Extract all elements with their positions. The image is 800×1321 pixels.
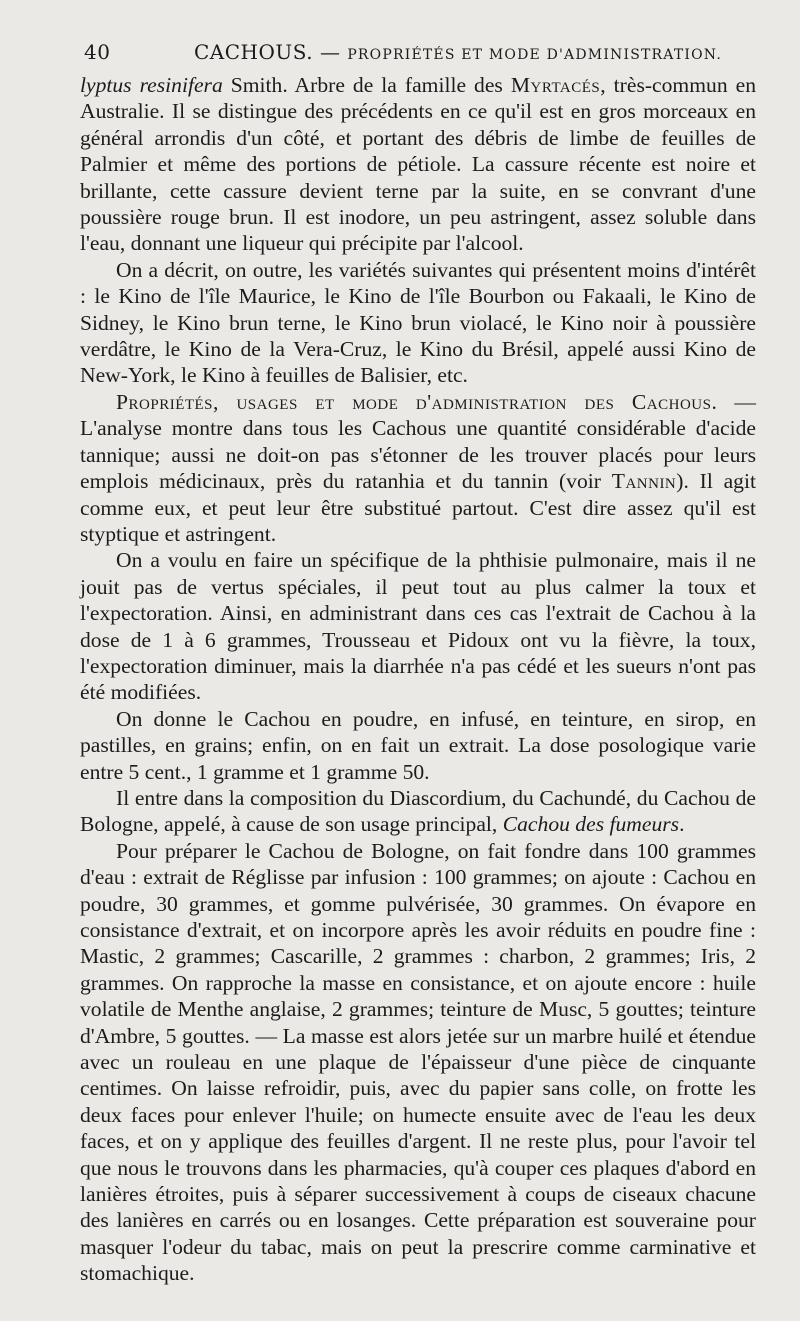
paragraph-composition bbox=[80, 785, 756, 838]
page-number: 40 bbox=[84, 40, 111, 64]
page-body bbox=[80, 72, 756, 1287]
paragraph-text: Il entre dans la composition du Diascordium, du Cachundé, du Cachou de Bologne, appelé, à cause de son usage principal, bbox=[80, 785, 756, 837]
header-subtitle: PROPRIÉTÉS ET MODE D'ADMINISTRATION. bbox=[347, 47, 722, 63]
header-title: CACHOUS. bbox=[194, 40, 314, 64]
section-heading: Propriétés, usages et mode d'administration des Cachous. bbox=[116, 389, 718, 414]
paragraph-phthisis: On a voulu en faire un spécifique de la phthisie pulmonaire, mais il ne jouit pas de vertus spéciales, il peut tout au plus calmer la toux et l'expectoration. Ainsi, en administrant dans ces cas l'extrait de Cachou à la dose de 1 à 6 grammes, Trousseau et Pidoux ont vu la fièvre, la toux, l'expectoration diminuer, mais la diarrhée n'a pas cédé et les sueurs n'ont pas été modifiées. bbox=[80, 548, 756, 705]
running-title bbox=[194, 40, 722, 64]
paragraph-text: Smith. Arbre de la famille des bbox=[222, 73, 511, 97]
paragraph-text: — L'analyse montre dans tous les Cachous une quantité considérable d'acide tannique; aussi ne doit-on pas s'étonner de les trouver placés pour leurs emplois médicinaux, près du ratanhia et du tannin (voir bbox=[80, 389, 756, 494]
cross-reference: Tannin bbox=[611, 469, 677, 494]
header-separator: — bbox=[313, 40, 348, 64]
paragraph-varieties: On a décrit, on outre, les variétés suivantes qui présentent moins d'intérêt : le Kino de l'île Maurice, le Kino de l'île Bourbon ou Fakaali, le Kino de Sidney, le Kino brun terne, le Kino brun violacé, le Kino noir à poussière verdâtre, le Kino de la Vera-Cruz, le Kino du Brésil, appelé aussi Kino de New-York, le Kino à feuilles de Balisier, etc. bbox=[80, 257, 756, 388]
paragraph-forms: On donne le Cachou en poudre, en infusé, en teinture, en sirop, en pastilles, en grains; enfin, on en fait un extrait. La dose posologique varie entre 5 cent., 1 gramme et 1 gramme 50. bbox=[80, 706, 756, 784]
paragraph-text: , très-commun en Australie. Il se distingue des précédents en ce qu'il est en gros morceaux en général arrondis d'un côté, et portant des débris de limbe de feuilles de Palmier et même des portions de pétiole. La cassure récente est noire et brillante, cette cassure devient terne par la suite, en se convrant d'une poussière rouge brun. Il est inodore, un peu astringent, assez soluble dans l'eau, donnant une liqueur qui précipite par l'alcool. bbox=[80, 73, 756, 256]
paragraph-text: ). Il agit comme eux, et peut leur être substitué partout. C'est dire assez qu'il est styptique et astringent. bbox=[80, 469, 756, 546]
paragraph-preparation: Pour préparer le Cachou de Bologne, on fait fondre dans 100 grammes d'eau : extrait de Réglisse par infusion : 100 grammes; on ajoute : Cachou en poudre, 30 grammes, et gomme pulvérisée, 30 grammes. On évapore en consistance d'extrait, et on incorpore après les avoir réduits en poudre fine : Mastic, 2 grammes; Cascarille, 2 grammes : charbon, 2 grammes; Iris, 2 grammes. On rapproche la masse en consistance, et on ajoute encore : huile volatile de Menthe anglaise, 2 grammes; teinture de Musc, 5 gouttes; teinture d'Ambre, 5 gouttes. — La masse est alors jetée sur un marbre huilé et étendue avec un rouleau en une plaque de l'épaisseur d'une pièce de cinquante centimes. On laisse refroidir, puis, avec du papier sans colle, on frotte les deux faces pour enlever l'huile; on humecte ensuite avec de l'eau les deux faces, et on y applique des feuilles d'argent. Il ne reste plus, pour l'avoir tel que nous le trouvons dans les pharmacies, qu'à couper ces plaques d'abord en lanières étroites, puis à séparer successivement à coups de ciseaux chacune des lanières en carrés ou en losanges. Cette préparation est souveraine pour masquer l'odeur du tabac, mais on peut la prescrire comme carminative et stomachique. bbox=[80, 838, 756, 1286]
family-name: Myrtacés bbox=[510, 73, 601, 97]
emphasis-term: Cachou des fumeurs bbox=[502, 812, 680, 837]
paragraph-kino-eucalyptus bbox=[80, 72, 756, 257]
running-header bbox=[84, 40, 754, 70]
paragraph-properties bbox=[80, 389, 756, 547]
species-name: lyptus resinifera bbox=[80, 73, 223, 97]
paragraph-text: . bbox=[679, 812, 685, 837]
